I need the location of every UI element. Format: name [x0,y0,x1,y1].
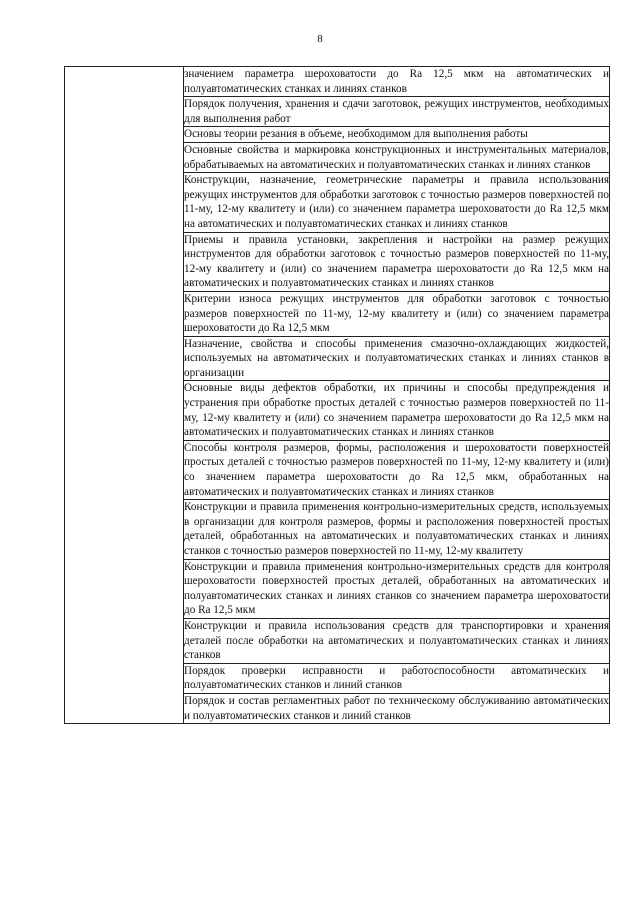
left-column-cell [65,67,184,724]
knowledge-item: Конструкции, назначение, геометрические параметры и правила использования режущих инструментов для обработки заготовок с точностью размеров поверхностей по 11-му, 12-му квалитету и (или) со значением параметра шероховатости до Ra 12,5 мкм на автоматических и полуавтоматических станках и линиях станков [184,173,610,232]
knowledge-item: Назначение, свойства и способы применения смазочно-охлаждающих жидкостей, используемых на автоматических и полуавтоматических станках и линиях станков в организации [184,336,610,381]
knowledge-item: Основы теории резания в объеме, необходимом для выполнения работы [184,127,610,143]
knowledge-item: значением параметра шероховатости до Ra 12,5 мкм на автоматических и полуавтоматических станках и линиях станков [184,67,610,97]
knowledge-item: Конструкции и правила применения контрольно-измерительных средств для контроля шероховатости поверхностей простых деталей, обработанных на автоматических и полуавтоматических станках и линиях станков со значением параметра шероховатости до Ra 12,5 мкм [184,559,610,618]
knowledge-item: Конструкции и правила использования средств для транспортировки и хранения деталей после обработки на автоматических и полуавтоматических станках и линиях станков [184,618,610,663]
knowledge-item: Способы контроля размеров, формы, расположения и шероховатости поверхностей простых деталей с точностью размеров поверхностей по 11-му, 12-му квалитету и (или) со значением параметра шероховатости до Ra 12,5 мкм, обработанных на автоматических и полуавтоматических станках и линиях станков [184,440,610,499]
knowledge-item: Приемы и правила установки, закрепления и настройки на размер режущих инструментов для обработки заготовок с точностью размеров поверхностей по 11-му, 12-му квалитету и (или) со значением параметра шероховатости до Ra 12,5 мкм на автоматических и полуавтоматических станках и линиях станков [184,232,610,291]
knowledge-item: Конструкции и правила применения контрольно-измерительных средств, используемых в организации для контроля размеров, формы и расположения поверхностей простых деталей, обработанных на автоматических и полуавтоматических станках и линиях станков с точностью размеров поверхностей по 11-му, 12-му квалитету [184,500,610,559]
table-row [65,67,610,97]
knowledge-item: Основные виды дефектов обработки, их причины и способы предупреждения и устранения при обработке простых деталей с точностью размеров поверхностей по 11-му, 12-му квалитету и (или) со значением параметра шероховатости до Ra 12,5 мкм на автоматических и полуавтоматических станках и линиях станков [184,381,610,440]
knowledge-item: Порядок и состав регламентных работ по техническому обслуживанию автоматических и полуавтоматических станков и линий станков [184,693,610,723]
knowledge-table [64,66,610,724]
page-number: 8 [317,33,323,45]
knowledge-item: Порядок проверки исправности и работоспособности автоматических и полуавтоматических станков и линий станков [184,663,610,693]
knowledge-item: Критерии износа режущих инструментов для обработки заготовок с точностью размеров поверхностей по 11-му, 12-му квалитету и (или) со значением параметра шероховатости до Ra 12,5 мкм [184,291,610,336]
knowledge-item: Основные свойства и маркировка конструкционных и инструментальных материалов, обрабатываемых на автоматических и полуавтоматических станках и линиях станков [184,142,610,172]
knowledge-item: Порядок получения, хранения и сдачи заготовок, режущих инструментов, необходимых для выполнения работ [184,97,610,127]
